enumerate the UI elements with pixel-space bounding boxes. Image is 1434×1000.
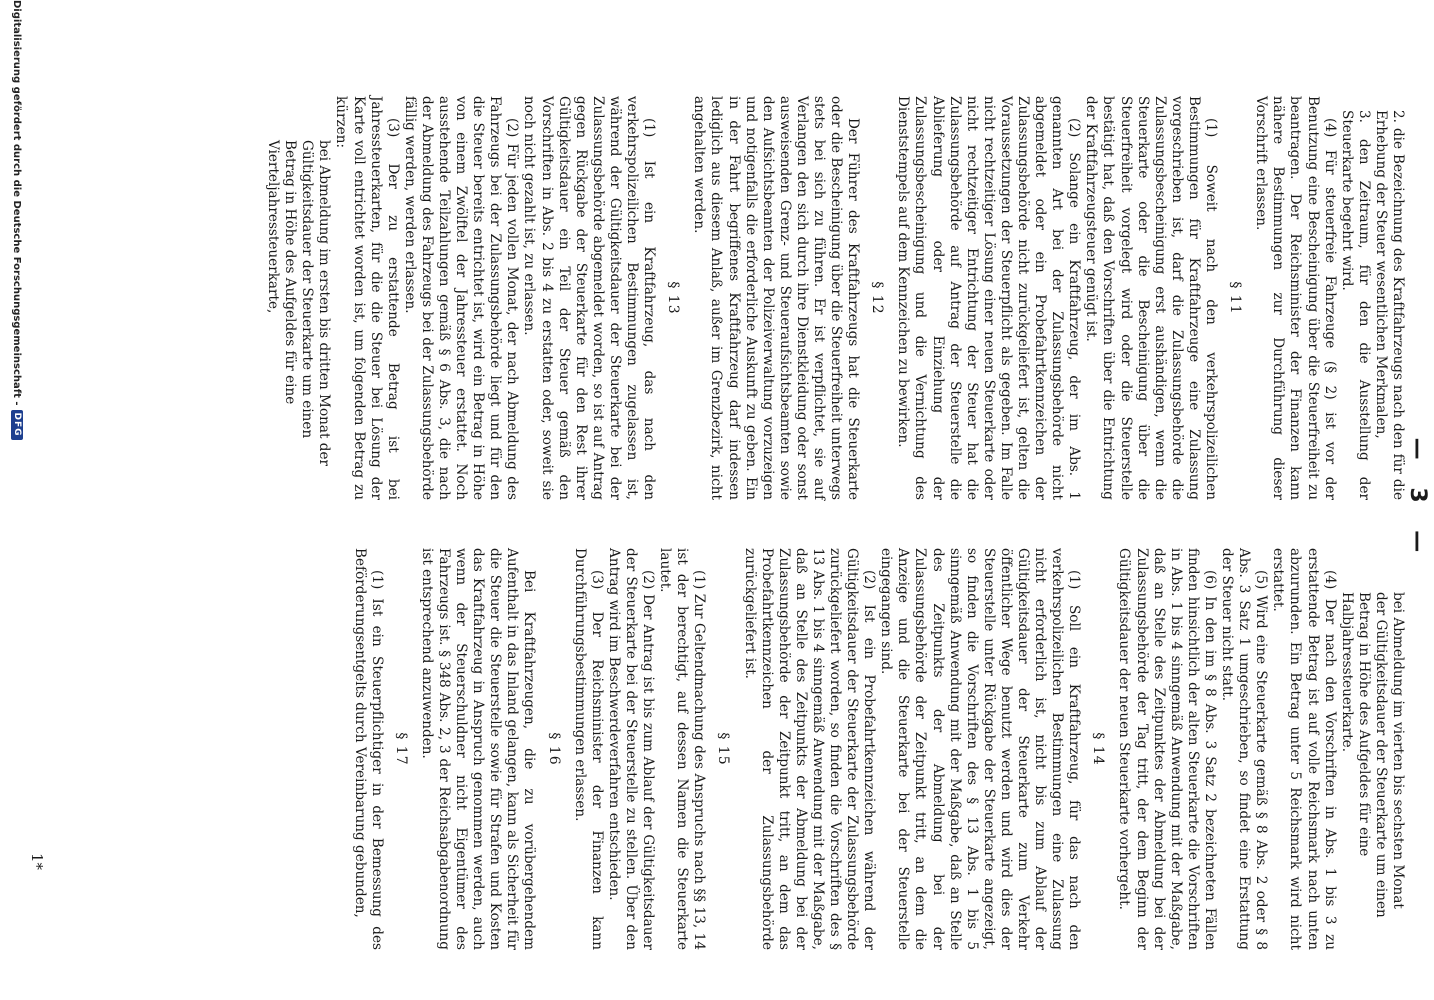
left-column xyxy=(264,96,1406,500)
section-13-paragraph-3: (3) Der zu erstattende Betrag ist bei Jahressteuerkarten, für die die Steuer bei Lösung der Karte voll entrichtet worden ist, um folgenden Betrag zu kürzen: xyxy=(333,96,401,500)
credit-text: Digitalisierung gefördert durch die Deutsche Forschungsgemeinschaft - xyxy=(11,0,23,406)
section-17-paragraph-1: (1) Ist ein Steuerpflichtiger in der Bemessung des Beförderungsentgelts durch Vereinbarung gebunden, xyxy=(351,548,385,950)
section-11-paragraph-1: (1) Soweit nach den verkehrspolizeilichen Bestimmungen für Kraftfahrzeuge eine Zulassung vorgeschrieben ist, darf die Zulassungsbehörde die Zulassungsbescheinigung erst aushändigen, wenn die Steuerkarte oder die Bescheinigung über die Steuerfreiheit vorgelegt wird oder die Steuerstelle bestätigt hat, daß den Vorschriften über die Entrichtung der Kraftfahrzeugsteuer genügt ist. xyxy=(1083,96,1220,500)
section-13-paragraph-2: (2) Für jeden vollen Monat, der nach Abmeldung des Fahrzeugs bei der Zulassungsbehörde liegt und für den die Steuer bereits entrichtet ist, wird ein Betrag in Höhe von einem Zwölftel der Jahressteuer erstattet. Noch ausstehende Teilzahlungen gemäß § 6 Abs. 3, die nach der Abmeldung des Fahrzeugs bei der Zulassungsbehörde fällig werden, werden erlassen. xyxy=(401,96,521,500)
section-13-title: § 13 xyxy=(665,281,682,315)
section-14-paragraph-2: (2) Ist ein Probefahrtkennzeichen während der Gültigkeitsdauer der Steuerkarte der Zulassungsbehörde zurückgeliefert worden, so finden die Vorschriften des § 13 Abs. 1 bis 4 sinngemäß Anwendung mit der Maßgabe, daß an Stelle des Zeitpunkts der Abmeldung bei der Zulassungsbehörde der Zeitpunkt tritt, an dem das Probefahrtkennzeichen der Zulassungsbehörde zurückgeliefert ist. xyxy=(741,548,878,950)
section-12-title: § 12 xyxy=(869,281,886,315)
section-11-title: § 11 xyxy=(1227,281,1244,315)
section-14-paragraph-1: (1) Soll ein Kraftfahrzeug, für das nach den verkehrspolizeilichen Bestimmungen eine Zulassung nicht erforderlich ist, nicht bis zum Ablauf der Gültigkeitsdauer der Steuerkarte zum Verkehr öffentlicher Wege benutzt werden und wird dies der Steuerstelle unter Rückgabe der Steuerkarte angezeigt, so finden die Vorschriften des § 13 Abs. 1 bis 5 sinngemäß Anwendung mit der Maßgabe, daß an Stelle des Zeitpunkts der Abmeldung bei der Zulassungsbehörde der Zeitpunkt tritt, an dem die Anzeige und die Steuerkarte bei der Steuerstelle eingegangen sind. xyxy=(878,548,1083,950)
sheet-signature: 1* xyxy=(28,852,46,870)
section-15-paragraph-1: (1) Zur Geltendmachung des Anspruchs nach §§ 13, 14 ist der berechtigt, auf dessen Namen die Steuerkarte lautet. xyxy=(657,548,708,950)
dfg-logo: DFG xyxy=(11,410,23,440)
section-13-paragraph-3-sub: bei Abmeldung im ersten bis dritten Monat der Gültigkeitsdauer der Steuerkarte um einen Betrag in Höhe des Aufgeldes für eine Vierteljahressteuerkarte, xyxy=(265,140,333,467)
section-11-paragraph-2: (2) Solange ein Kraftfahrzeug, der im Abs. 1 genannten Art bei der Zulassungsbehörde nicht abgemeldet oder ein Probefahrtkennzeichen der Zulassungsbehörde nicht zurückgeliefert ist, gelten die Voraussetzungen der Steuerpflicht als gegeben. Im Falle nicht rechtzeitiger Lösung einer neuen Steuerkarte oder nicht rechtzeitiger Entrichtung der Steuer hat die Zulassungsbehörde auf Antrag der Steuerstelle die Ablieferung oder Einziehung der Zulassungsbescheinigung und die Vernichtung des Dienststempels auf dem Kennzeichen zu bewirken. xyxy=(895,96,1083,500)
paragraph-5: (5) Wird eine Steuerkarte gemäß § 8 Abs. 2 oder § 8 Abs. 3 Satz 1 umgeschrieben, so findet eine Erstattung der Steuer nicht statt. xyxy=(1219,548,1270,950)
list-item-3: 3. den Zeitraum, für den die Ausstellung der Steuerkarte begehrt wird. xyxy=(1338,110,1372,500)
paragraph-6: (6) In den im § 8 Abs. 3 Satz 2 bezeichneten Fällen finden hinsichtlich der alten Steuerkarte die Vorschriften in Abs. 1 bis 4 sinngemäß Anwendung mit der Maßgabe, daß an Stelle des Zeitpunktes der Abmeldung bei der Zulassungsbehörde der Tag tritt, der dem Beginn der Gültigkeitsdauer der neuen Steuerkarte vorhergeht. xyxy=(1116,548,1218,950)
section-13-paragraph-1: (1) Ist ein Kraftfahrzeug, das nach den verkehrspolizeilichen Bestimmungen zugelassen ist, während der Gültigkeitsdauer der Steuerkarte bei der Zulassungsbehörde abgemeldet worden, so ist auf Antrag gegen Rückgabe der Steuerkarte für den Rest ihrer Gültigkeitsdauer ein Teil der Steuer gemäß den Vorschriften in Abs. 2 bis 4 zu erstatten oder, soweit sie noch nicht gezahlt ist, zu erlassen. xyxy=(521,96,658,500)
paragraph-4-right: (4) Der nach den Vorschriften in Abs. 1 bis 3 zu erstattende Betrag ist auf volle Reichsmark nach unten abzurunden. Ein Betrag unter 5 Reichsmark wird nicht erstattet. xyxy=(1270,548,1338,950)
section-15-title: § 15 xyxy=(715,732,732,766)
section-16-paragraph-1: Bei Kraftfahrzeugen, die zu vorübergehendem Aufenthalt in das Inland gelangen, kann als Sicherheit für die Steuer die Steuerstelle sowie für Strafen und Kosten das Kraftfahrzeug in Anspruch genommen werden, auch wenn der Steuerschuldner nicht Eigentümer des Fahrzeugs ist. § 348 Abs. 2, 3 der Reichsabgabenordnung ist entsprechend anzuwenden. xyxy=(418,548,538,950)
section-15-paragraph-3: (3) Der Reichsminister der Finanzen kann Durchführungsbestimmungen erlassen. xyxy=(571,548,605,950)
digitization-credit xyxy=(11,0,23,1000)
paragraph-4: (4) Für steuerfreie Fahrzeuge (§ 2) ist vor der Benutzung eine Bescheinigung über die Steuerfreiheit zu beantragen. Der Reichsminister der Finanzen kann nähere Bestimmungen zur Durchführung dieser Vorschrift erlassen. xyxy=(1253,96,1338,500)
page-number: — 3 — xyxy=(1405,437,1430,563)
section-15-paragraph-2: (2) Der Antrag ist bis zum Ablauf der Gültigkeitsdauer der Steuerkarte bei der Steuerstelle zu stellen. Über den Antrag wird im Beschwerdeverfahren entschieden. xyxy=(605,548,657,950)
section-17-title: § 17 xyxy=(392,732,409,766)
section-12-paragraph-1: Der Führer des Kraftfahrzeugs hat die Steuerkarte oder die Bescheinigung über die Steuerfreiheit unterwegs stets bei sich zu führen. Er ist verpflichtet, sie auf Verlangen den sich durch ihre Dienstkleidung oder sonst ausweisenden Grenz- und Steueraufsichtsbeamten sowie den Aufsichtsbeamten der Polizeiverwaltung vorzuzeigen und notigenfalls die erforderliche Auskunft zu geben. Ein in der Fahrt begriffenes Kraftfahrzeug darf indessen lediglich aus diesem Anlaß, außer im Grenzbezirk, nicht angehalten werden. xyxy=(691,96,862,500)
section-14-title: § 14 xyxy=(1090,732,1107,766)
continued-text: bei Abmeldung im vierten bis sechsten Monat der Gültigkeitsdauer der Steuerkarte um einen Betrag in Höhe des Aufgeldes für eine Halbjahressteuerkarte. xyxy=(1338,592,1406,918)
section-16-title: § 16 xyxy=(545,732,562,766)
list-item-2: 2. die Bezeichnung des Kraftfahrzeugs nach den für die Erhebung der Steuer wesentlichen Merkmalen, xyxy=(1372,110,1406,500)
right-column xyxy=(351,548,1406,950)
